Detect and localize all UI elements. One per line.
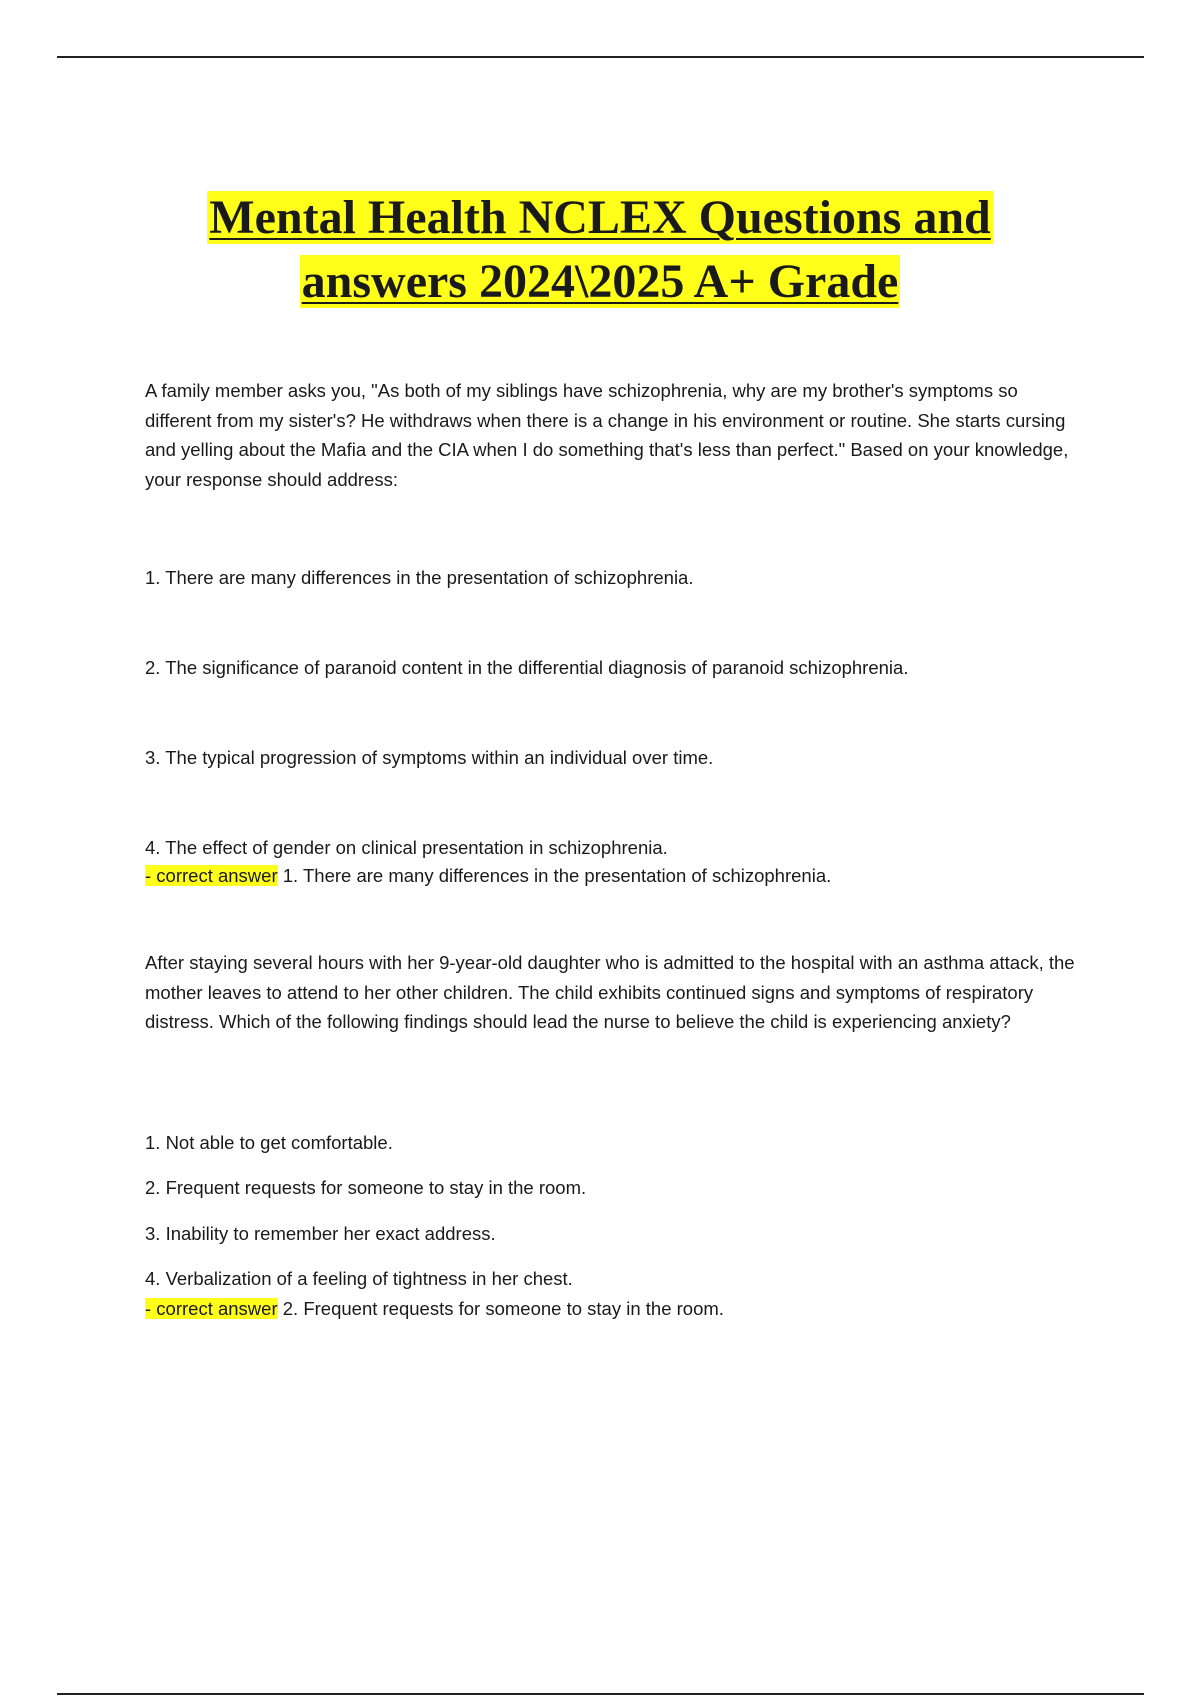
question-2-option-1: 1. Not able to get comfortable.	[145, 1132, 393, 1153]
question-2-answer	[145, 1294, 1085, 1324]
question-2-option-2: 2. Frequent requests for someone to stay in the room.	[145, 1177, 587, 1198]
question-2-option-4: 4. Verbalization of a feeling of tightness in her chest.	[145, 1268, 573, 1289]
question-2-option-3: 3. Inability to remember her exact address.	[145, 1223, 496, 1244]
correct-answer-label: - correct answer	[145, 1298, 278, 1319]
correct-answer-label: - correct answer	[145, 865, 278, 886]
question-1-option-3: 3. The typical progression of symptoms within an individual over time.	[145, 747, 714, 768]
correct-answer-text: 2. Frequent requests for someone to stay in the room.	[277, 1298, 724, 1319]
correct-answer-text: 1. There are many differences in the presentation of schizophrenia.	[277, 865, 832, 886]
question-1-option-4: 4. The effect of gender on clinical presentation in schizophrenia.	[145, 837, 668, 858]
top-rule	[57, 56, 1144, 58]
question-2-stem: After staying several hours with her 9-year-old daughter who is admitted to the hospital with an asthma attack, the mother leaves to attend to her other children. The child exhibits continued signs and symptoms of respiratory distress. Which of the following findings should lead the nurse to believe the child is experiencing anxiety?	[145, 952, 1075, 1032]
question-1-answer	[145, 861, 1085, 891]
title-line-2: answers 2024\2025 A+ Grade	[301, 255, 899, 308]
page-title	[0, 186, 1200, 314]
question-1-option-2: 2. The significance of paranoid content in the differential diagnosis of paranoid schizophrenia.	[145, 657, 909, 678]
bottom-rule	[57, 1693, 1144, 1695]
title-line-1: Mental Health NCLEX Questions and	[209, 191, 991, 244]
question-1-stem: A family member asks you, "As both of my siblings have schizophrenia, why are my brother's symptoms so different from my sister's? He withdraws when there is a change in his environment or routine. She starts cursing and yelling about the Mafia and the CIA when I do something that's less than perfect." Based on your knowledge, your response should address:	[145, 380, 1069, 490]
question-1-option-1: 1. There are many differences in the presentation of schizophrenia.	[145, 567, 694, 588]
